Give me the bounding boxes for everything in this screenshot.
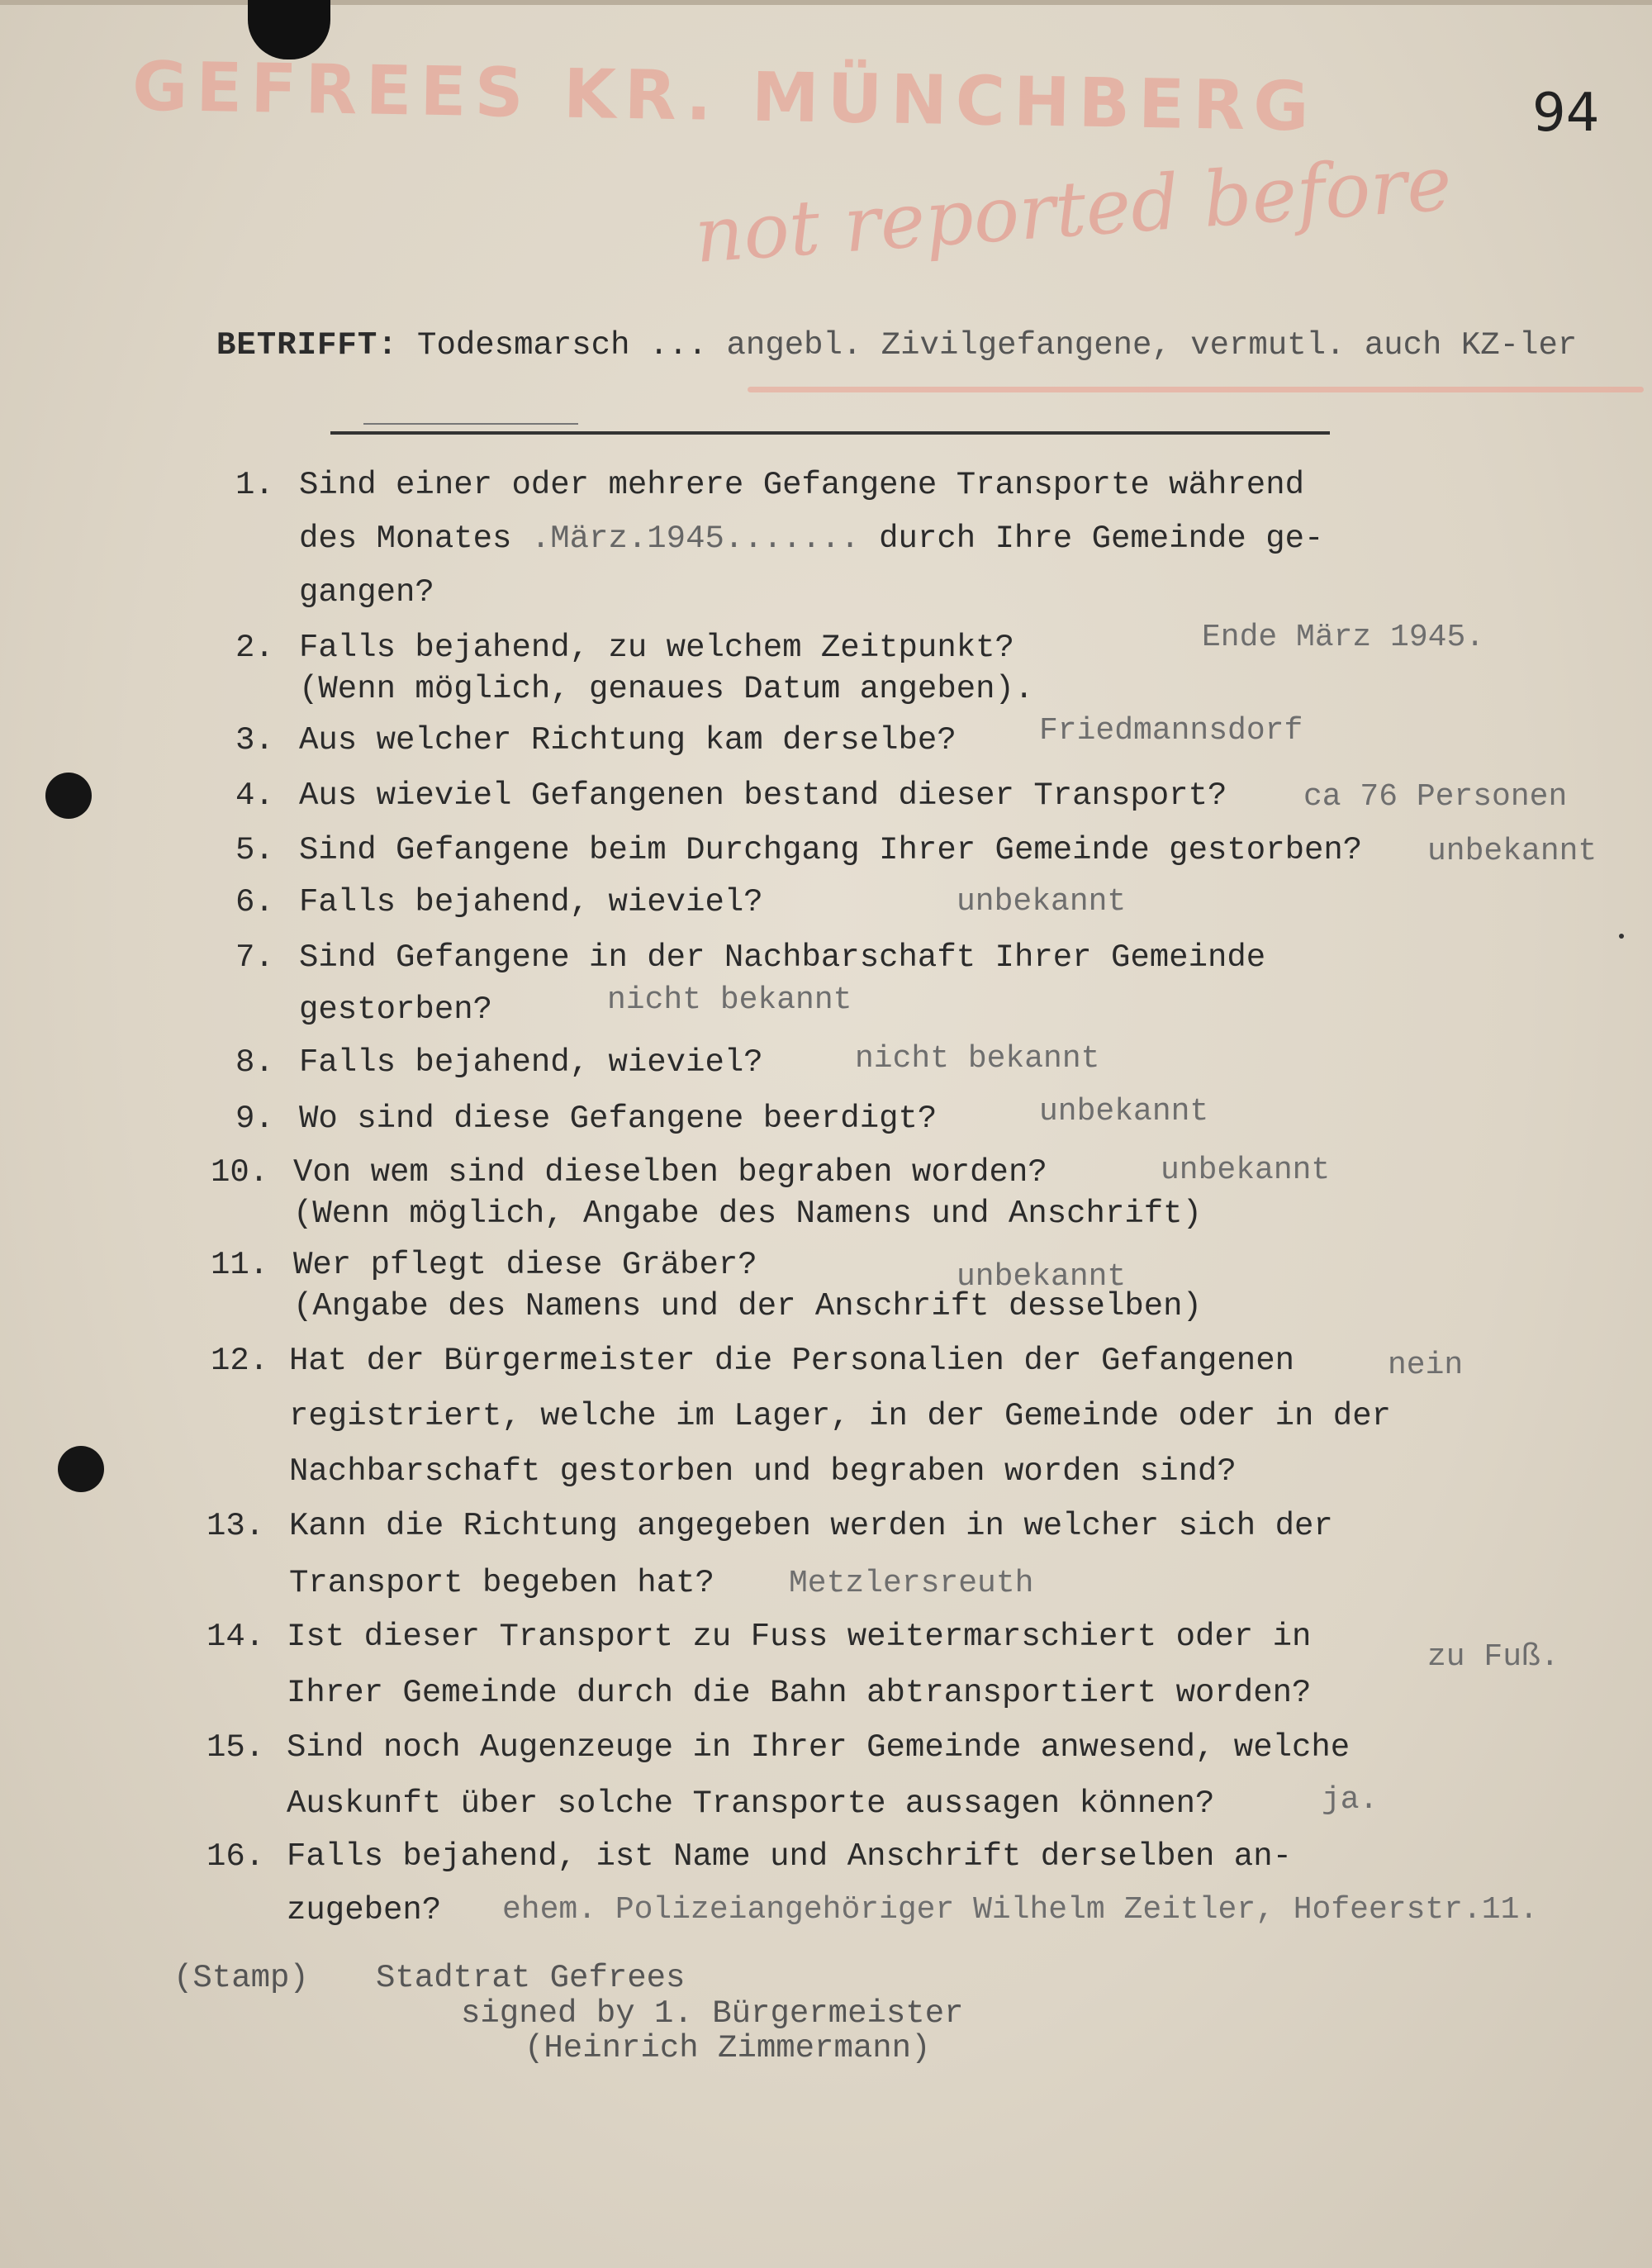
answer: unbekannt (1161, 1153, 1331, 1188)
answer: ca 76 Personen (1303, 779, 1568, 815)
question-number: 5. (235, 832, 274, 868)
question-text: Ihrer Gemeinde durch die Bahn abtransportiert worden? (287, 1675, 1312, 1711)
answer: zu Fuß. (1427, 1639, 1559, 1675)
question-text: Falls bejahend, zu welchem Zeitpunkt? (299, 630, 1014, 666)
answer: unbekannt (1039, 1094, 1209, 1129)
question-text: Falls bejahend, wieviel? (299, 1044, 763, 1081)
question-number: 11. (211, 1247, 269, 1283)
stamp-label: (Stamp) (173, 1960, 309, 1996)
answer: ehem. Polizeiangehöriger Wilhelm Zeitler, Hofeerstr.11. (502, 1892, 1539, 1928)
question-text: Auskunft über solche Transporte aussagen können? (287, 1785, 1215, 1822)
subject-topic: Todesmarsch ... (417, 327, 708, 364)
question-number: 8. (235, 1044, 274, 1081)
answer: nicht bekannt (607, 982, 852, 1018)
question-number: 10. (211, 1154, 269, 1191)
question-text: Sind noch Augenzeuge in Ihrer Gemeinde anwesend, welche (287, 1729, 1351, 1766)
question-text: (Wenn möglich, genaues Datum angeben). (299, 671, 1034, 707)
question-text: Sind Gefangene beim Durchgang Ihrer Gemeinde gestorben? (299, 832, 1363, 868)
answer: ja. (1322, 1782, 1379, 1818)
question-text: Hat der Bürgermeister die Personalien der Gefangenen (289, 1343, 1294, 1379)
question-number: 9. (235, 1101, 274, 1137)
ink-dot (1619, 934, 1624, 939)
question-text: Aus wieviel Gefangenen bestand dieser Transport? (299, 777, 1227, 814)
question-number: 1. (235, 467, 274, 503)
subject-filled: angebl. Zivilgefangene, vermutl. auch KZ-ler (726, 327, 1578, 364)
answer: Ende März 1945. (1202, 620, 1485, 655)
answer: nein (1388, 1348, 1464, 1383)
signer-name: (Heinrich Zimmermann) (525, 2030, 931, 2066)
question-number: 15. (206, 1729, 265, 1766)
question-number: 13. (206, 1508, 265, 1544)
question-text: Falls bejahend, wieviel? (299, 884, 763, 920)
page-number: 94 (1532, 83, 1600, 144)
inline-answer: .März.1945....... (530, 521, 860, 557)
answer: unbekannt (957, 884, 1127, 920)
question-number: 4. (235, 777, 274, 814)
question-text: gangen? (299, 574, 434, 611)
question-text: (Angabe des Namens und der Anschrift desselben) (293, 1288, 1202, 1324)
office-name: Stadtrat Gefrees (376, 1960, 686, 1996)
punch-hole (58, 1446, 104, 1492)
question-text: Von wem sind dieselben begraben worden? (293, 1154, 1047, 1191)
question-text: gestorben? (299, 991, 493, 1028)
subject-line (216, 327, 1577, 364)
answer: nicht bekannt (855, 1041, 1100, 1077)
question-number: 14. (206, 1619, 265, 1655)
question-text: Transport begeben hat? (289, 1565, 714, 1601)
question-number: 6. (235, 884, 274, 920)
subject-label: BETRIFFT: (216, 327, 398, 364)
question-number: 12. (211, 1343, 269, 1379)
location-stamp: GEFREES KR. MÜNCHBERG (131, 47, 1318, 147)
red-underline (748, 387, 1644, 392)
question-text: zugeben? (287, 1892, 442, 1928)
question-text: Nachbarschaft gestorben und begraben worden sind? (289, 1453, 1237, 1490)
answer: unbekannt (1427, 834, 1597, 869)
question-text: Wo sind diese Gefangene beerdigt? (299, 1101, 938, 1137)
question-text (299, 523, 1323, 555)
handwritten-note: not reported before (691, 139, 1455, 280)
question-number: 3. (235, 722, 274, 758)
question-text: Aus welcher Richtung kam derselbe? (299, 722, 957, 758)
divider-line (330, 431, 1330, 435)
question-number: 16. (206, 1838, 265, 1875)
signed-by: signed by 1. Bürgermeister (461, 1995, 964, 2032)
question-text: Wer pflegt diese Gräber? (293, 1247, 757, 1283)
answer: Metzlersreuth (789, 1566, 1034, 1601)
question-text: (Wenn möglich, Angabe des Namens und Anschrift) (293, 1196, 1202, 1232)
question-text-part: durch Ihre Gemeinde ge- (879, 521, 1324, 557)
question-text: Falls bejahend, ist Name und Anschrift derselben an- (287, 1838, 1292, 1875)
question-text: Sind einer oder mehrere Gefangene Transporte während (299, 467, 1304, 503)
punch-hole (45, 773, 92, 819)
question-text: Ist dieser Transport zu Fuss weitermarschiert oder in (287, 1619, 1312, 1655)
question-number: 7. (235, 939, 274, 976)
question-text: Sind Gefangene in der Nachbarschaft Ihrer Gemeinde (299, 939, 1266, 976)
answer: unbekannt (957, 1259, 1127, 1295)
question-text: Kann die Richtung angegeben werden in welcher sich der (289, 1508, 1333, 1544)
divider-short (363, 423, 578, 425)
question-number: 2. (235, 630, 274, 666)
question-text: registriert, welche im Lager, in der Gemeinde oder in der (289, 1398, 1392, 1434)
answer: Friedmannsdorf (1039, 713, 1303, 749)
question-text-part: des Monates (299, 521, 512, 557)
